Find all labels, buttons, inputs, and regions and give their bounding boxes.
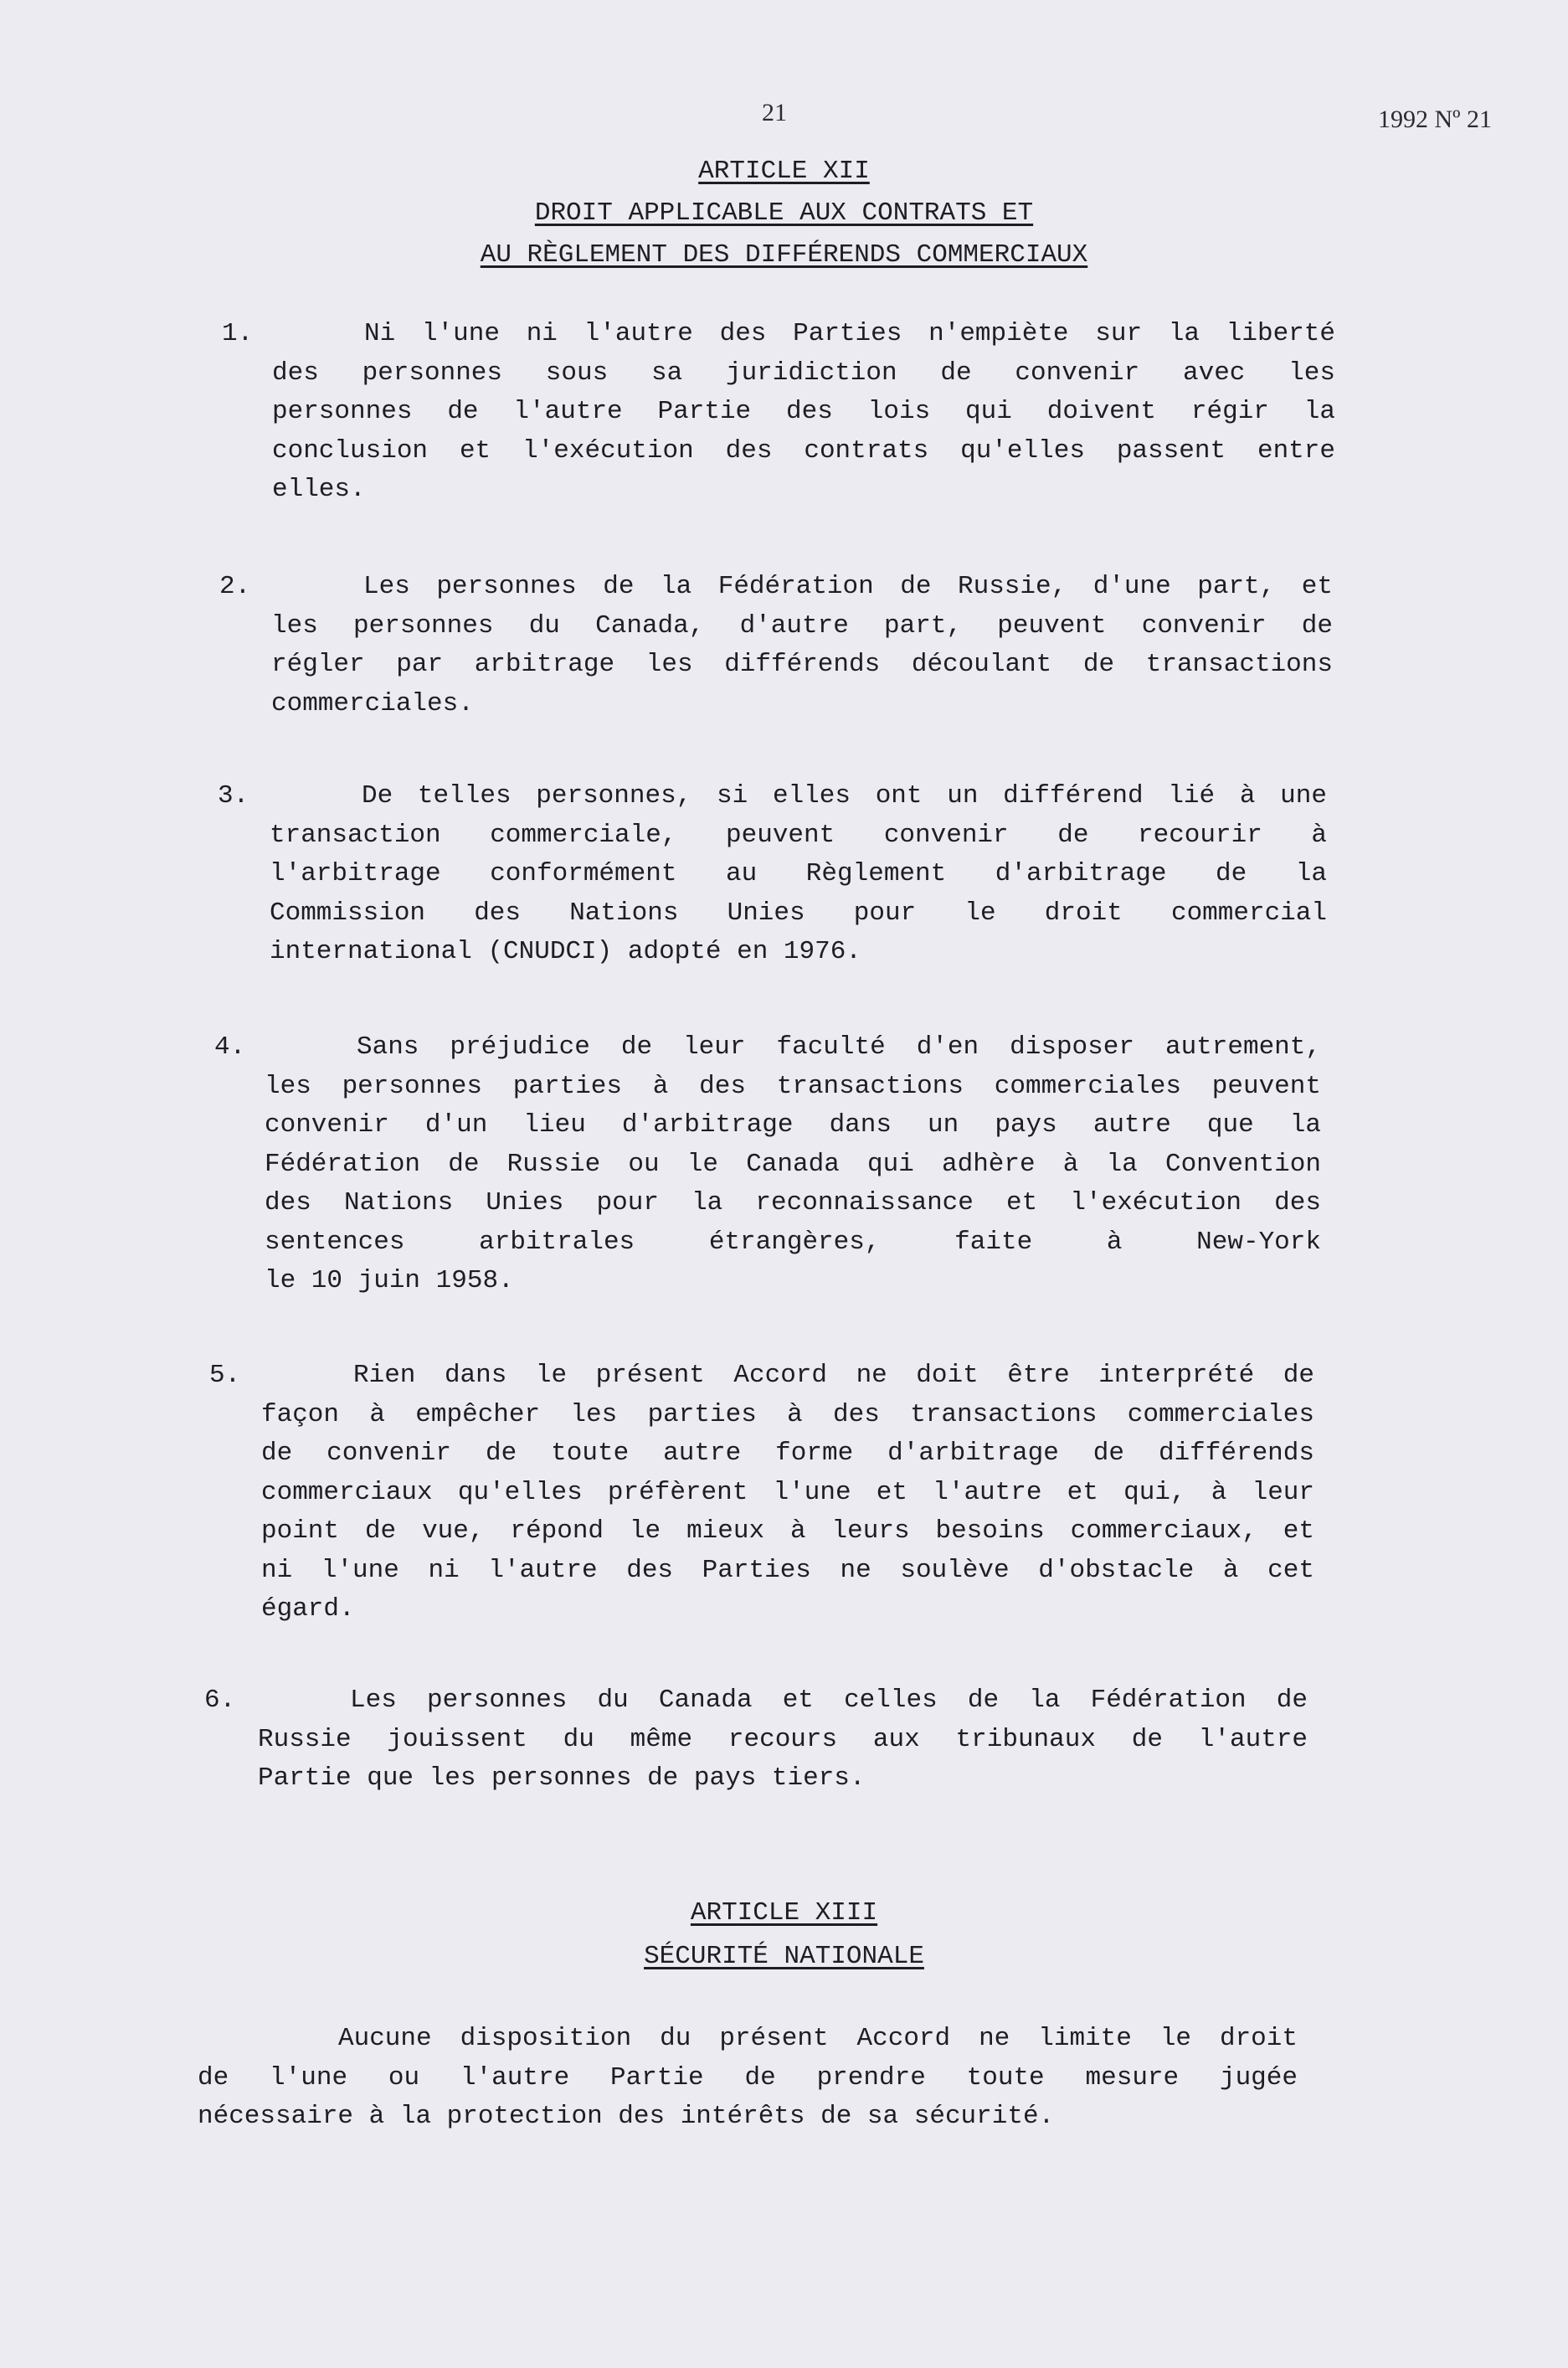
text-line: façon à empêcher les parties à des transactions commerciales	[261, 1399, 1314, 1429]
text-line: les personnes du Canada, d'autre part, peuvent convenir de	[271, 610, 1333, 641]
article-13-subtitle: SÉCURITÉ NATIONALE	[644, 1942, 924, 1971]
paragraph-2	[219, 568, 1333, 723]
article-13-paragraph	[198, 2020, 1298, 2137]
page-number: 21	[762, 99, 787, 126]
text-line: conclusion et l'exécution des contrats qu'elles passent entre	[272, 435, 1335, 466]
text-line: de convenir de toute autre forme d'arbitrage de différends	[261, 1439, 1314, 1468]
paragraph-number: 5.	[209, 1361, 241, 1390]
text-line: transaction commerciale, peuvent convenir de recourir à	[270, 820, 1327, 850]
text-line: Russie jouissent du même recours aux tribunaux de l'autre	[258, 1724, 1308, 1754]
text-line: l'arbitrage conformément au Règlement d'arbitrage de la	[270, 859, 1327, 888]
text-line: Les personnes du Canada et celles de la Fédération de	[350, 1686, 1308, 1715]
article-12-subtitle-line-2: AU RÈGLEMENT DES DIFFÉRENDS COMMERCIAUX	[480, 240, 1088, 270]
paragraph-number: 2.	[219, 572, 251, 601]
text-line: Partie que les personnes de pays tiers.	[258, 1763, 866, 1793]
text-line: De telles personnes, si elles ont un différend lié à une	[362, 781, 1327, 811]
text-line: nécessaire à la protection des intérêts de sa sécurité.	[198, 2102, 1055, 2131]
text-line: Les personnes de la Fédération de Russie, d'une part, et	[363, 572, 1333, 601]
text-line: des Nations Unies pour la reconnaissance et l'exécution des	[265, 1188, 1321, 1217]
paragraph-number: 4.	[214, 1032, 246, 1062]
text-line: Commission des Nations Unies pour le droit commercial	[270, 898, 1327, 928]
paragraph-6	[204, 1681, 1308, 1799]
paragraph-number: 1.	[222, 319, 254, 348]
text-line: Rien dans le présent Accord ne doit être interprété de	[353, 1361, 1314, 1390]
article-12-subtitle-line-1: DROIT APPLICABLE AUX CONTRATS ET	[534, 198, 1034, 228]
text-line: les personnes parties à des transactions commerciales peuvent	[265, 1071, 1321, 1101]
text-line: Sans préjudice de leur faculté d'en disposer autrement,	[357, 1032, 1321, 1062]
text-line: convenir d'un lieu d'arbitrage dans un pays autre que la	[265, 1110, 1321, 1140]
text-line: régler par arbitrage les différends découlant de transactions	[271, 650, 1333, 679]
text-line: commerciales.	[271, 688, 474, 718]
text-line: ni l'une ni l'autre des Parties ne soulève d'obstacle à cet	[261, 1555, 1314, 1585]
text-line: Ni l'une ni l'autre des Parties n'empiète sur la liberté	[364, 319, 1335, 348]
text-line: de l'une ou l'autre Partie de prendre toute mesure jugée	[198, 2062, 1298, 2093]
text-line: des personnes sous sa juridiction de convenir avec les	[272, 358, 1335, 388]
text-line: point de vue, répond le mieux à leurs besoins commerciaux, et	[261, 1516, 1314, 1546]
text-line: Fédération de Russie ou le Canada qui adhère à la Convention	[265, 1149, 1321, 1179]
paragraph-4	[214, 1028, 1321, 1301]
text-line: commerciaux qu'elles préfèrent l'une et l'autre et qui, à leur	[261, 1477, 1314, 1507]
article-13-title: ARTICLE XIII	[690, 1898, 878, 1928]
paragraph-5	[209, 1356, 1314, 1629]
paragraph-1	[222, 315, 1335, 510]
text-line: personnes de l'autre Partie des lois qui doivent régir la	[272, 397, 1335, 426]
text-line: égard.	[261, 1594, 355, 1624]
text-line: elles.	[272, 475, 366, 504]
paragraph-number: 6.	[204, 1686, 236, 1715]
article-12-title: ARTICLE XII	[698, 157, 870, 186]
document-reference: 1992 Nº 21	[1378, 106, 1492, 133]
text-line: Aucune disposition du présent Accord ne limite le droit	[338, 2024, 1298, 2053]
text-line: international (CNUDCI) adopté en 1976.	[270, 937, 861, 966]
paragraph-3	[218, 777, 1327, 972]
text-line: le 10 juin 1958.	[265, 1266, 514, 1295]
paragraph-number: 3.	[218, 781, 249, 811]
text-line: sentences arbitrales étrangères, faite à New-York	[265, 1227, 1321, 1257]
